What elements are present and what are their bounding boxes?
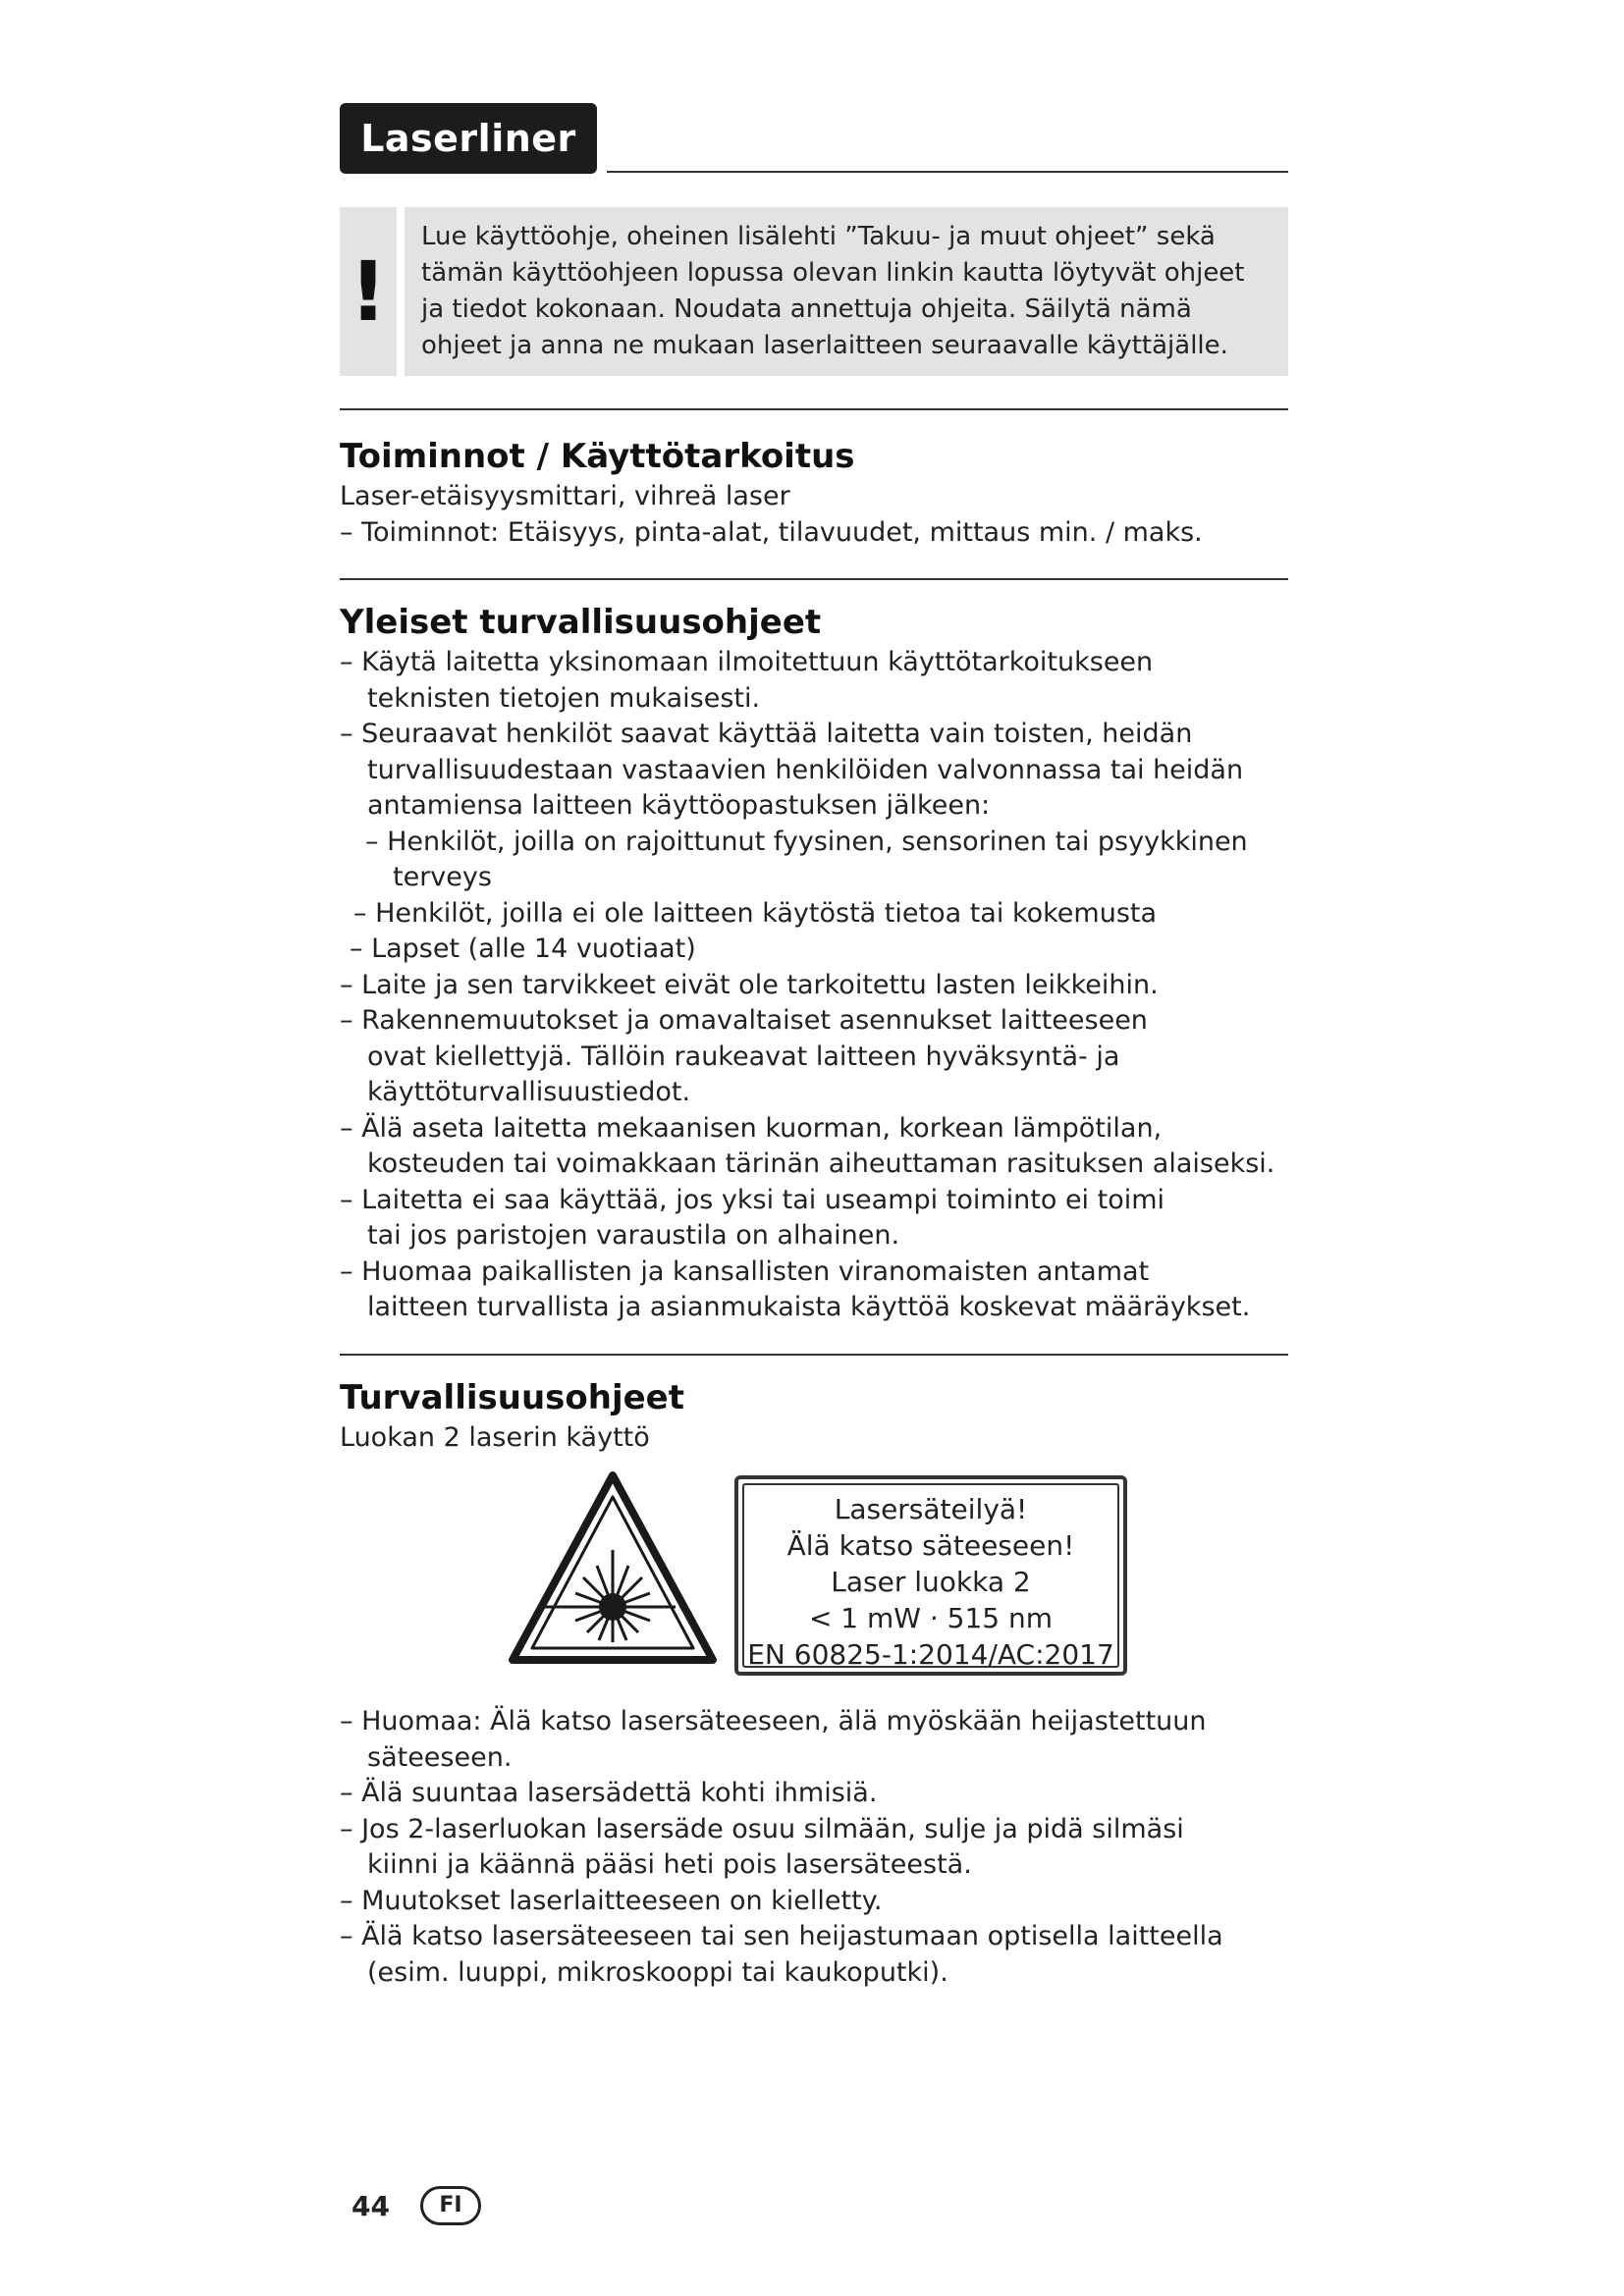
divider (340, 408, 1288, 410)
warning-label-line: Laser luokka 2 (831, 1566, 1031, 1598)
exclamation-icon: ! (340, 207, 397, 376)
text-line: – Muutokset laserlaitteeseen on kielletty. (340, 1885, 883, 1916)
section-safety-body (340, 1704, 1288, 1991)
text-line: laitteen turvallista ja asianmukaista käyttöä koskevat määräykset. (367, 1292, 1251, 1322)
divider (340, 1354, 1288, 1356)
text-line: – Henkilöt, joilla ei ole laitteen käytöstä tietoa tai kokemusta (353, 897, 1158, 929)
text-line: säteeseen. (367, 1741, 513, 1773)
notice-line: tämän käyttöohjeen lopussa olevan linkin kautta löytyvät ohjeet (421, 258, 1245, 288)
warning-label-line: < 1 mW · 515 nm (808, 1602, 1054, 1634)
text-line: – Jos 2-laserluokan lasersäde osuu silmään, sulje ja pidä silmäsi (340, 1813, 1184, 1844)
page-number: 44 (352, 2190, 390, 2222)
notice-line: ohjeet ja anna ne mukaan laserlaitteen seuraavalle käyttäjälle. (421, 331, 1228, 360)
text-line: – Älä suuntaa lasersädettä kohti ihmisiä. (340, 1778, 878, 1808)
laserliner-logo: Laserliner (340, 103, 597, 174)
laser-warning-icon (507, 1469, 719, 1666)
header-rule (607, 171, 1288, 173)
text-line: – Henkilöt, joilla on rajoittunut fyysinen, sensorinen tai psyykkinen (365, 826, 1248, 857)
section-safety-subtitle (340, 1420, 1288, 1457)
divider (340, 578, 1288, 580)
text-line: turvallisuudestaan vastaavien henkilöiden valvonnassa tai heidän (367, 754, 1244, 785)
section-title-safety: Turvallisuusohjeet (340, 1378, 684, 1417)
laser-warning-label (734, 1475, 1127, 1676)
text-line: – Älä aseta laitetta mekaanisen kuorman, korkean lämpötilan, (340, 1112, 1163, 1144)
text-line: ovat kiellettyjä. Tällöin raukeavat laitteen hyväksyntä- ja (367, 1041, 1120, 1072)
warning-label-line: Lasersäteilyä! (834, 1493, 1028, 1525)
text-line: Luokan 2 laserin käyttö (340, 1422, 650, 1453)
text-line: – Rakennemuutokset ja omavaltaiset asennukset laitteeseen (340, 1005, 1148, 1036)
text-line: kosteuden tai voimakkaan tärinän aiheuttaman rasituksen alaiseksi. (367, 1148, 1275, 1179)
text-line: – Lapset (alle 14 vuotiaat) (350, 934, 696, 964)
text-line: terveys (393, 862, 492, 892)
text-line: – Käytä laitetta yksinomaan ilmoitettuun käyttötarkoitukseen (340, 647, 1154, 677)
notice-line: ja tiedot kokonaan. Noudata annettuja ohjeita. Säilytä nämä (421, 294, 1192, 324)
section-title-functions: Toiminnot / Käyttötarkoitus (340, 437, 855, 476)
section-functions-body (340, 479, 1288, 551)
warning-label-line: Älä katso säteeseen! (786, 1529, 1075, 1562)
notice-line: Lue käyttöohje, oheinen lisälehti ”Takuu- ja muut ohjeet” sekä (421, 222, 1216, 251)
section-title-general-safety: Yleiset turvallisuusohjeet (340, 603, 822, 642)
text-line: antamiensa laitteen käyttöopastuksen jälkeen: (367, 790, 991, 821)
text-line: (esim. luuppi, mikroskooppi tai kaukoputki). (367, 1956, 948, 1988)
section-general-safety-body (340, 645, 1288, 1326)
text-line: tai jos paristojen varaustila on alhainen. (367, 1220, 900, 1251)
warning-label-line: EN 60825-1:2014/AC:2017 (747, 1638, 1114, 1671)
text-line: – Älä katso lasersäteeseen tai sen heijastumaan optisella laitteella (340, 1921, 1223, 1951)
text-line: teknisten tietojen mukaisesti. (367, 682, 761, 714)
text-line: käyttöturvallisuustiedot. (367, 1077, 691, 1107)
language-badge: FI (420, 2186, 481, 2225)
text-line: – Laitetta ei saa käyttää, jos yksi tai useampi toiminto ei toimi (340, 1184, 1165, 1215)
text-line: – Toiminnot: Etäisyys, pinta-alat, tilavuudet, mittaus min. / maks. (340, 516, 1203, 548)
text-line: – Huomaa paikallisten ja kansallisten viranomaisten antamat (340, 1255, 1150, 1287)
text-line: Laser-etäisyysmittari, vihreä laser (340, 481, 790, 511)
text-line: kiinni ja käännä pääsi heti pois lasersäteestä. (367, 1849, 972, 1880)
notice-box (405, 207, 1288, 376)
text-line: – Huomaa: Älä katso lasersäteeseen, älä myöskään heijastettuun (340, 1706, 1207, 1736)
text-line: – Laite ja sen tarvikkeet eivät ole tarkoitettu lasten leikkeihin. (340, 969, 1159, 1000)
text-line: – Seuraavat henkilöt saavat käyttää laitetta vain toisten, heidän (340, 719, 1193, 749)
